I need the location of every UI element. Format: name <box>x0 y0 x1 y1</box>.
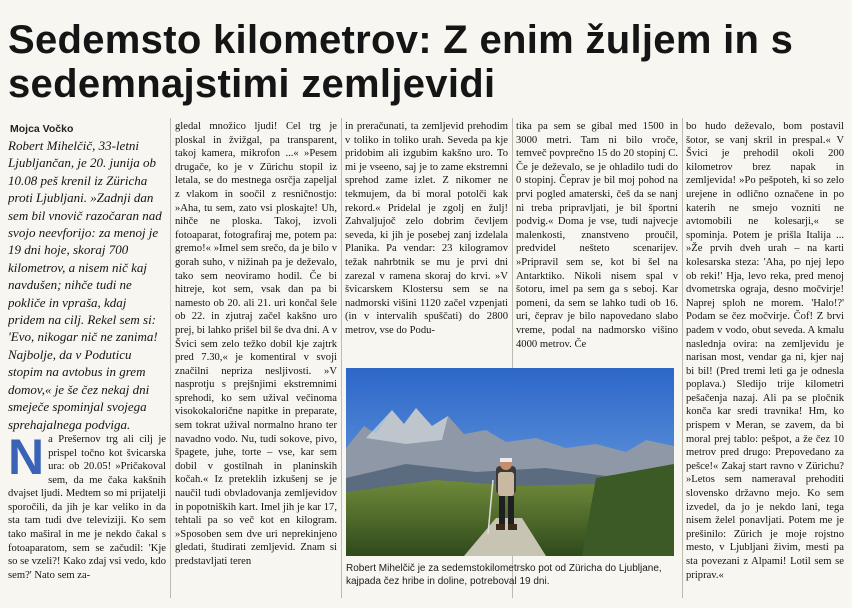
column-1 <box>8 137 166 599</box>
headline: Sedemsto kilometrov: Z enim žuljem in s sedemnajstimi zemljevidi <box>8 18 794 106</box>
column-2 <box>175 120 337 598</box>
column-3 <box>345 120 508 368</box>
dropcap: N <box>8 428 45 485</box>
lead-paragraph: Robert Mihelčič, 33-letni Ljubljančan, je 20. junija ob 10.08 peš krenil iz Züricha proti Ljubljani. »Zadnji dan sem bil vnovič razočaran nad svojo neevforijo: za menoj je 19 dni hoje, skoraj 700 kilometrov, a nisem nič kaj navdušen; nihče tudi ne pokliče in vpraša, kdaj pridem na cilj. Rekel sem si: 'Evo, nikogar nič ne zanima! Najbolje, da v Poduticu stopim na avtobus in grem domov,« je še čez nekaj dni smeječe spominjal svojega sprehajalnega podviga. <box>8 138 162 432</box>
hiker-photo <box>346 368 674 556</box>
column-divider <box>170 118 171 598</box>
body-paragraph <box>8 428 166 583</box>
body-text: tika pa sem se gibal med 1500 in 3000 metri. Tam ni bilo vroče, temveč povprečno 15 do 20 stopinj C. Če je deževalo, se je ohladilo tudi do 0 stopinj. Čeprav je bil moj pohod na prvi pogled amaterski, češ da se nanj ni treba pripravljati, je bil športni podvig.« Doma je vse, tudi najvecje malenkosti, znanstveno proučil, predvidel nešteto scenarijev. »Pripravil sem se, kot bi šel na Antarktiko. Nikoli nisem spal v šotoru, imel pa sem ga s seboj. Kar pomeni, da sem se lahko tudi ob 16. uri, čeprav je bilo napovedano slabo vreme, podal na nadmorsko višino 4000 metrov. Če <box>516 121 678 350</box>
author-byline: Mojca Vočko <box>10 123 74 135</box>
column-5 <box>686 120 844 598</box>
photo-caption: Robert Mihelčič je za sedemstokilometrsko pot od Züricha do Ljubljane, kajpada čez hribe in doline, potreboval 19 dni. <box>346 563 662 587</box>
column-divider <box>682 118 683 598</box>
column-4 <box>516 120 678 368</box>
body-text: gledal množico ljudi! Cel trg je ploskal in žvižgal, pa transparent, takoj kamera, mikrofon ...« »Pesem drugače, ko je v Zürichu stopil iz letala, se do mestnega osrčja zapeljal z vlakom in soočil z resničnostjo: »Aha, tu sem, zato vsi ploskajte! Uh, nihče ne ploska. Takoj, izvoli fotoaparat, fotografiraj me, potem pa: gremo!« »Imel sem srečo, da je bilo v gorah suho, v nižinah pa je deževalo, tako sem neoviramo hodil. Če bi hitreje, kot sem, vsak dan pa bi namesto ob 20. ali 21. uri končal šele ob 22. in zjutraj začel kakšno uro prej, bi lahko prišel bil še dva dni. A v Švici sem zelo težko dobil kje zajtrk pred 7.30,« je komentiral v svoji značilni nepriza nesljivosti. »V nasprotju s prejšnjimi ekstremnimi sprehodi, ko sem užival večinoma visokokalorične napitke in preparate, sem tokrat užival normalno hrano ter navadno vodo. Nu, tudi sokove, pivo, špagete, juhe, torte – vse, kar sem dobil v gostilnah in planinskih kočah.« Iz preteklih izkušenj se je naučil tudi obvladovanja zemljevidov in popotniških kart. Imel jih je kar 17, tehtali pa so več kot en kilogram. »Sposoben sem dve uri neprekinjeno gledati, študirati zemljevid. Znam si predstavljati teren <box>175 121 337 567</box>
body-text: bo hudo deževalo, bom postavil šotor, se vanj skril in prespal.« V Švici je prehodil okoli 200 kilometrov brez napak in zemljevida! »Po pešpoteh, ki so zelo urejene in odlično označene in po katerih ne smejo vozniti ne avtomobili ne kolesarji,« se spominja. Potem je prišla Italija ... »Že prvih dveh urah – na karti kolesarska steza: 'Aha, po njej lepo ob reki!' Hja, levo reka, pred menoj dvometrska ograja, desno močvirje! Naprej sploh ne morem. 'Halo!?' Podam se čez močvirje. Čof! Z brvi padem v vodo, obut seveda. A kmalu naslednja ovira: na zemljevidu je narisan most, vendar ga ni, kjer naj bi bil! (Pred tremi leti ga je odnesla poplava.) Sledijo trije kilometri pešačenja nazaj. Ali pa se pločnik konča kar sredi travnika! Hm, ko prispem v Meran, se zavem, da bi moral prej tablo: pešpot, a že čez 10 metrov pred drugo: Prepovedano za pešce!« Zakaj start ravno v Zürichu? »Letos sem nameraval prehoditi slovensko državno mejo. Ko sem izvedel, da jo je nekdo lani, tega nisem želel ponavljati. Potem me je prešinilo: Zürich je moje rojstno mesto, v Ljubljani živim, mesti pa sta povezani z Alpami! Lotil sem se priprav.« <box>686 121 844 581</box>
body-text: a Prešernov trg ali cilj je prispel točno kot švicarska ura: ob 20.05! »Pričakoval sem, da me čaka kakšnih dvajset ljudi. Medtem so mi prijatelji sporočili, da jih je kar veliko in da sta tam tudi dve televiziji. Ko sem tako maširal in me je nekdo čakal s fotoaparatom, sem se začudil: 'Kje so se vzeli?! Kako zdaj vsi vedo, kdo sem?' Nato sem za- <box>8 433 166 581</box>
body-text: in preračunati, ta zemljevid prehodim v toliko in toliko urah. Seveda pa kje pridobim ali izgubim kakšno uro. To mi je vseeno, saj je to zame ekstremni sprehod zame izlet. Z nikomer ne tekmujem, da bi moral potolči kak rekord.« Pridelal je zgolj en žulj! Zahvaljujoč zelo dobrim čevljem seveda, ki jih je posebej zanj izdelala Planika. Pa vendar: 23 kilogramov težak nahrbtnik se mu je prvi dni zarezal v ramena skoraj do krvi. »V švicarskem Klostersu sem se na nadmorski višini 1120 začel vzpenjati (in v intervalih spuščati) do 2800 metrov, vse do Podu- <box>345 121 508 336</box>
column-divider <box>341 118 342 598</box>
